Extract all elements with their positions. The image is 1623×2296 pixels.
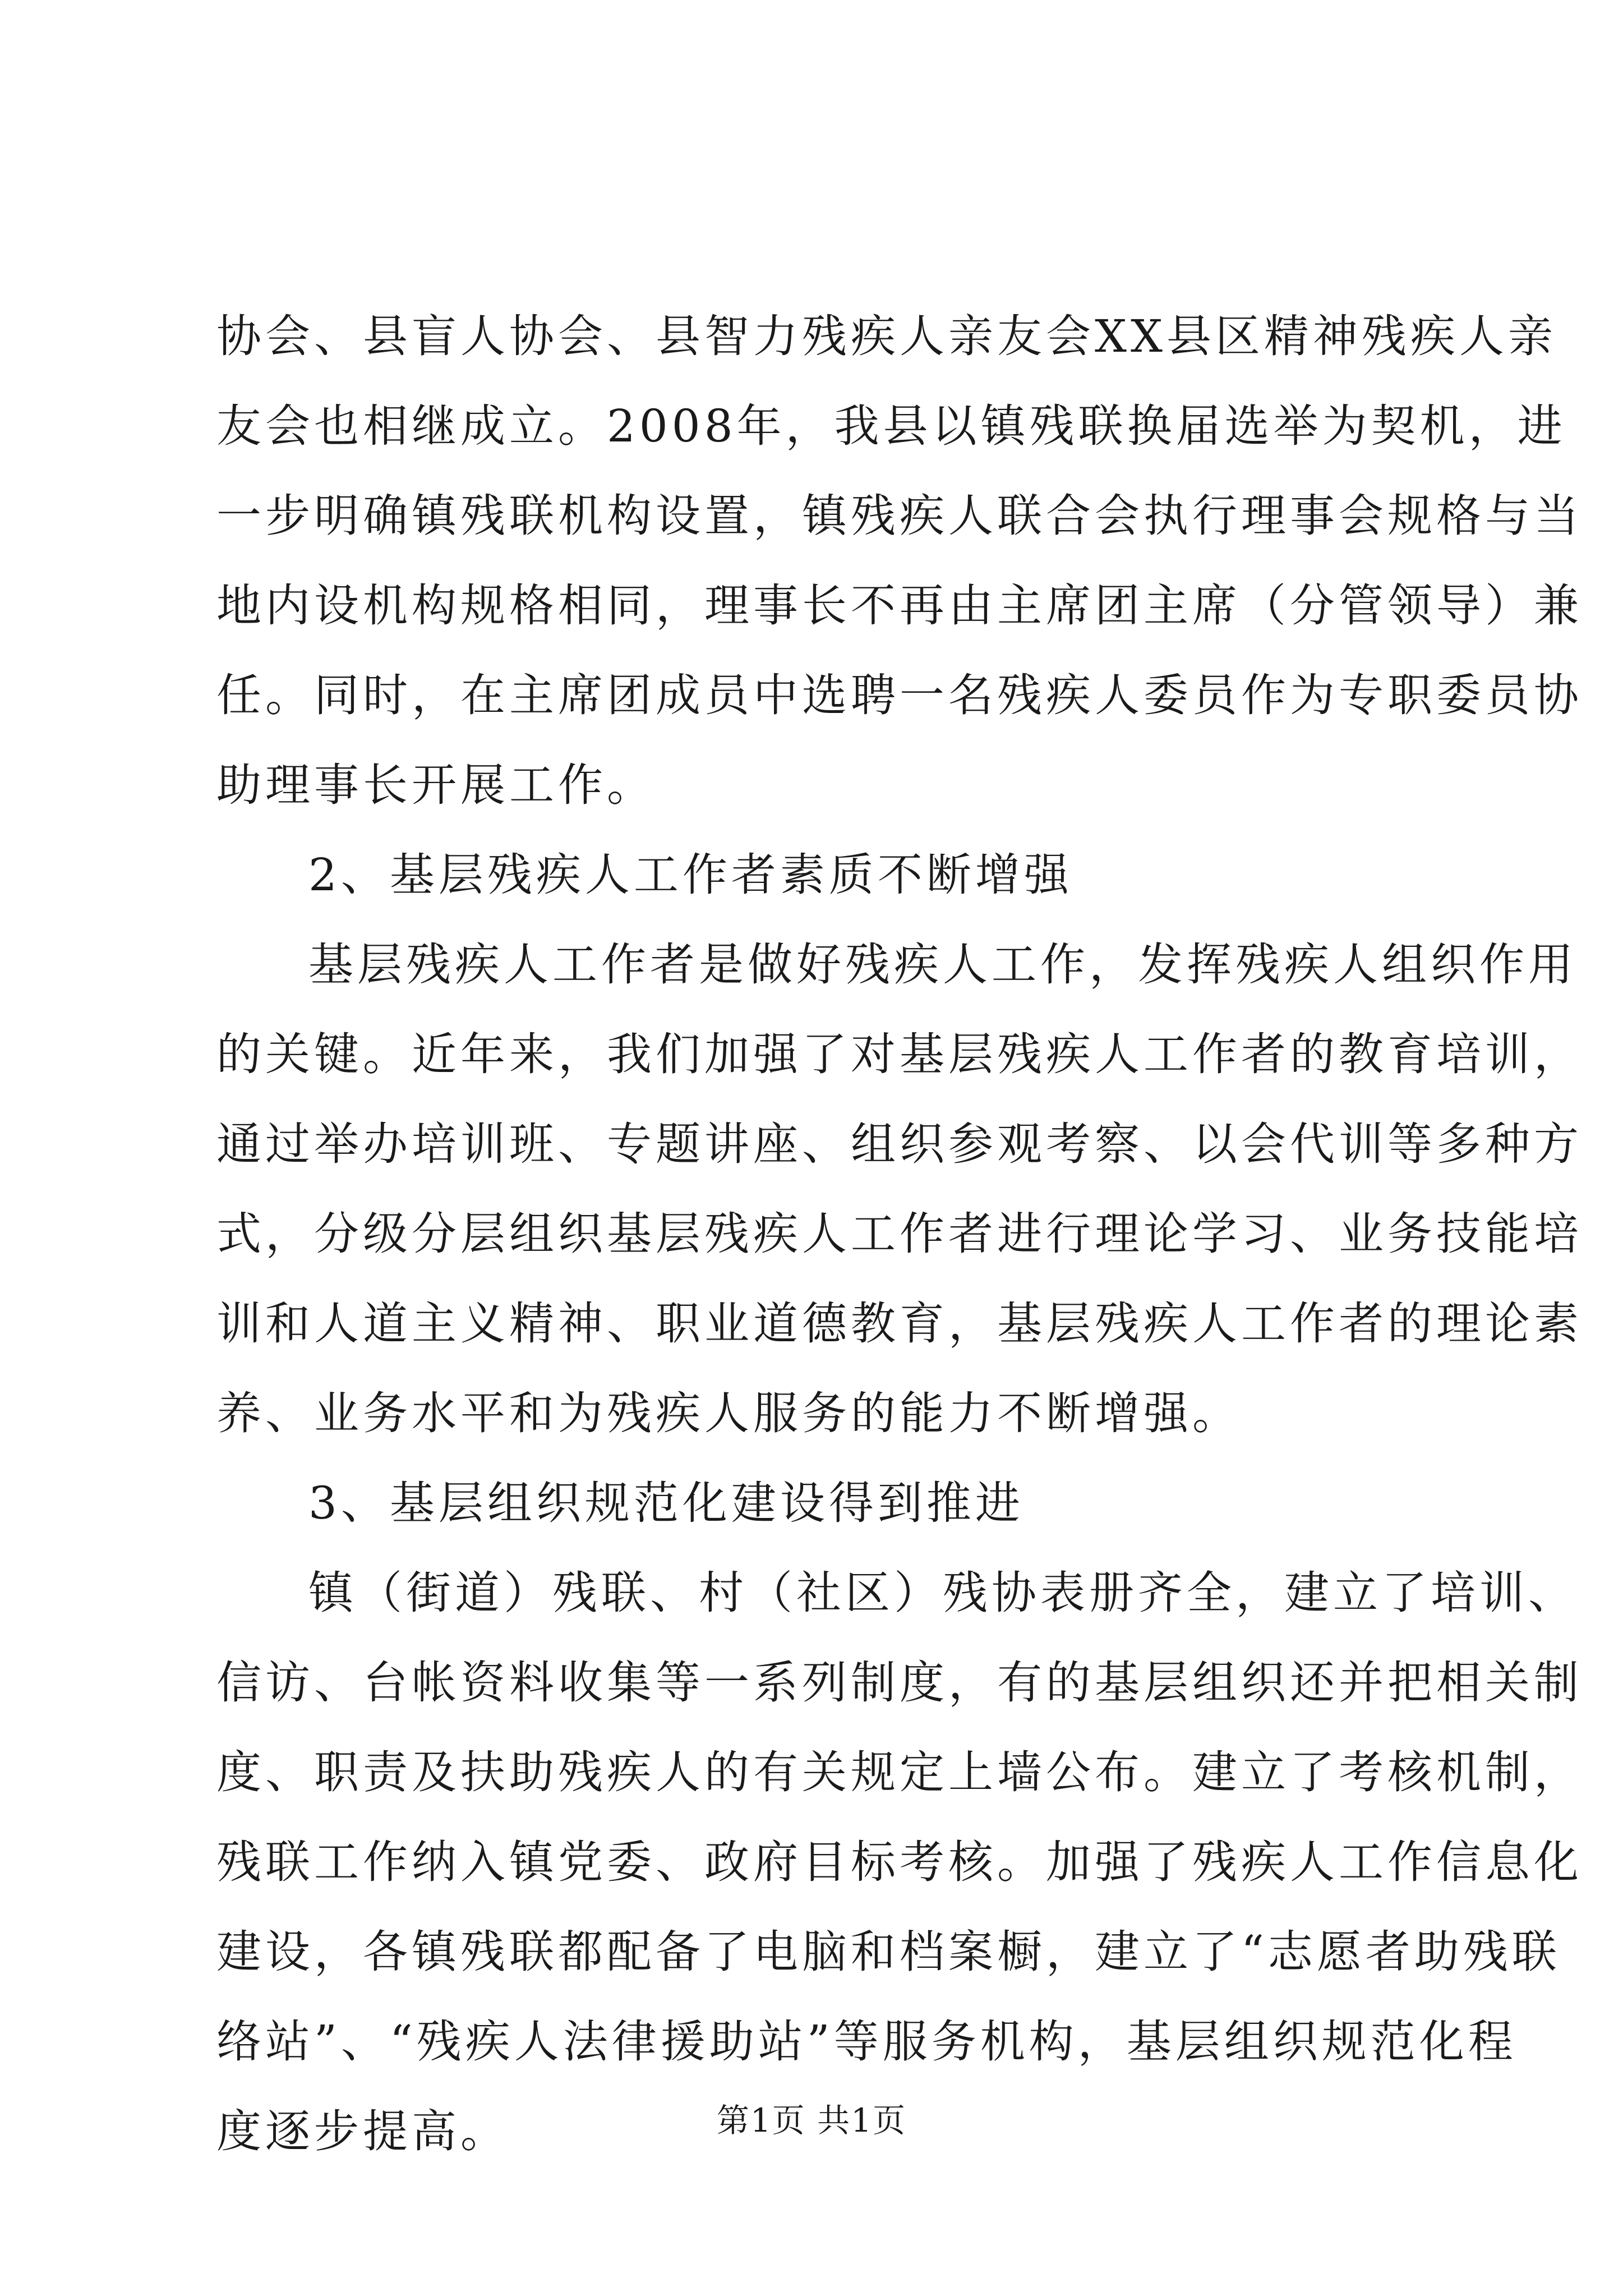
text-line: 一步明确镇残联机构设置，镇残疾人联合会执行理事会规格与当 [216,490,1583,542]
text-line: 镇（街道）残联、村（社区）残协表册齐全，建立了培训、 [308,1567,1577,1619]
text-line: 基层残疾人工作者是做好残疾人工作，发挥残疾人组织作用 [308,938,1577,991]
text-line: 建设，各镇残联都配备了电脑和档案橱，建立了“志愿者助残联 [216,1926,1561,1978]
text-line: 协会、县盲人协会、县智力残疾人亲友会XX县区精神残疾人亲 [216,310,1557,362]
document-body [216,292,1583,2177]
text-line: 通过举办培训班、专题讲座、组织参观考察、以会代训等多种方 [216,1118,1583,1170]
text-line: 式，分级分层组织基层残疾人工作者进行理论学习、业务技能培 [216,1208,1583,1260]
section-heading: 2、基层残疾人工作者素质不断增强 [308,849,1073,901]
page-footer: 第1页 共1页 [716,2101,907,2139]
text-line: 养、业务水平和为残疾人服务的能力不断增强。 [216,1387,1241,1439]
text-line: 训和人道主义精神、职业道德教育，基层残疾人工作者的理论素 [216,1297,1583,1350]
text-line: 残联工作纳入镇党委、政府目标考核。加强了残疾人工作信息化 [216,1836,1583,1888]
text-line: 助理事长开展工作。 [216,759,656,811]
text-line: 度逐步提高。 [216,2105,509,2157]
text-line: 络站”、“残疾人法律援助站”等服务机构，基层组织规范化程 [216,2016,1517,2068]
text-line: 信访、台帐资料收集等一系列制度，有的基层组织还并把相关制 [216,1657,1583,1709]
text-line: 任。同时，在主席团成员中选聘一名残疾人委员作为专职委员协 [216,669,1583,721]
text-line: 地内设机构规格相同，理事长不再由主席团主席（分管领导）兼 [216,579,1583,632]
text-line: 友会也相继成立。2008年，我县以镇残联换届选举为契机，进 [216,400,1566,452]
text-line: 度、职责及扶助残疾人的有关规定上墙公布。建立了考核机制， [216,1746,1583,1798]
section-heading: 3、基层组织规范化建设得到推进 [308,1477,1024,1529]
text-line: 的关键。近年来，我们加强了对基层残疾人工作者的教育培训， [216,1028,1583,1080]
